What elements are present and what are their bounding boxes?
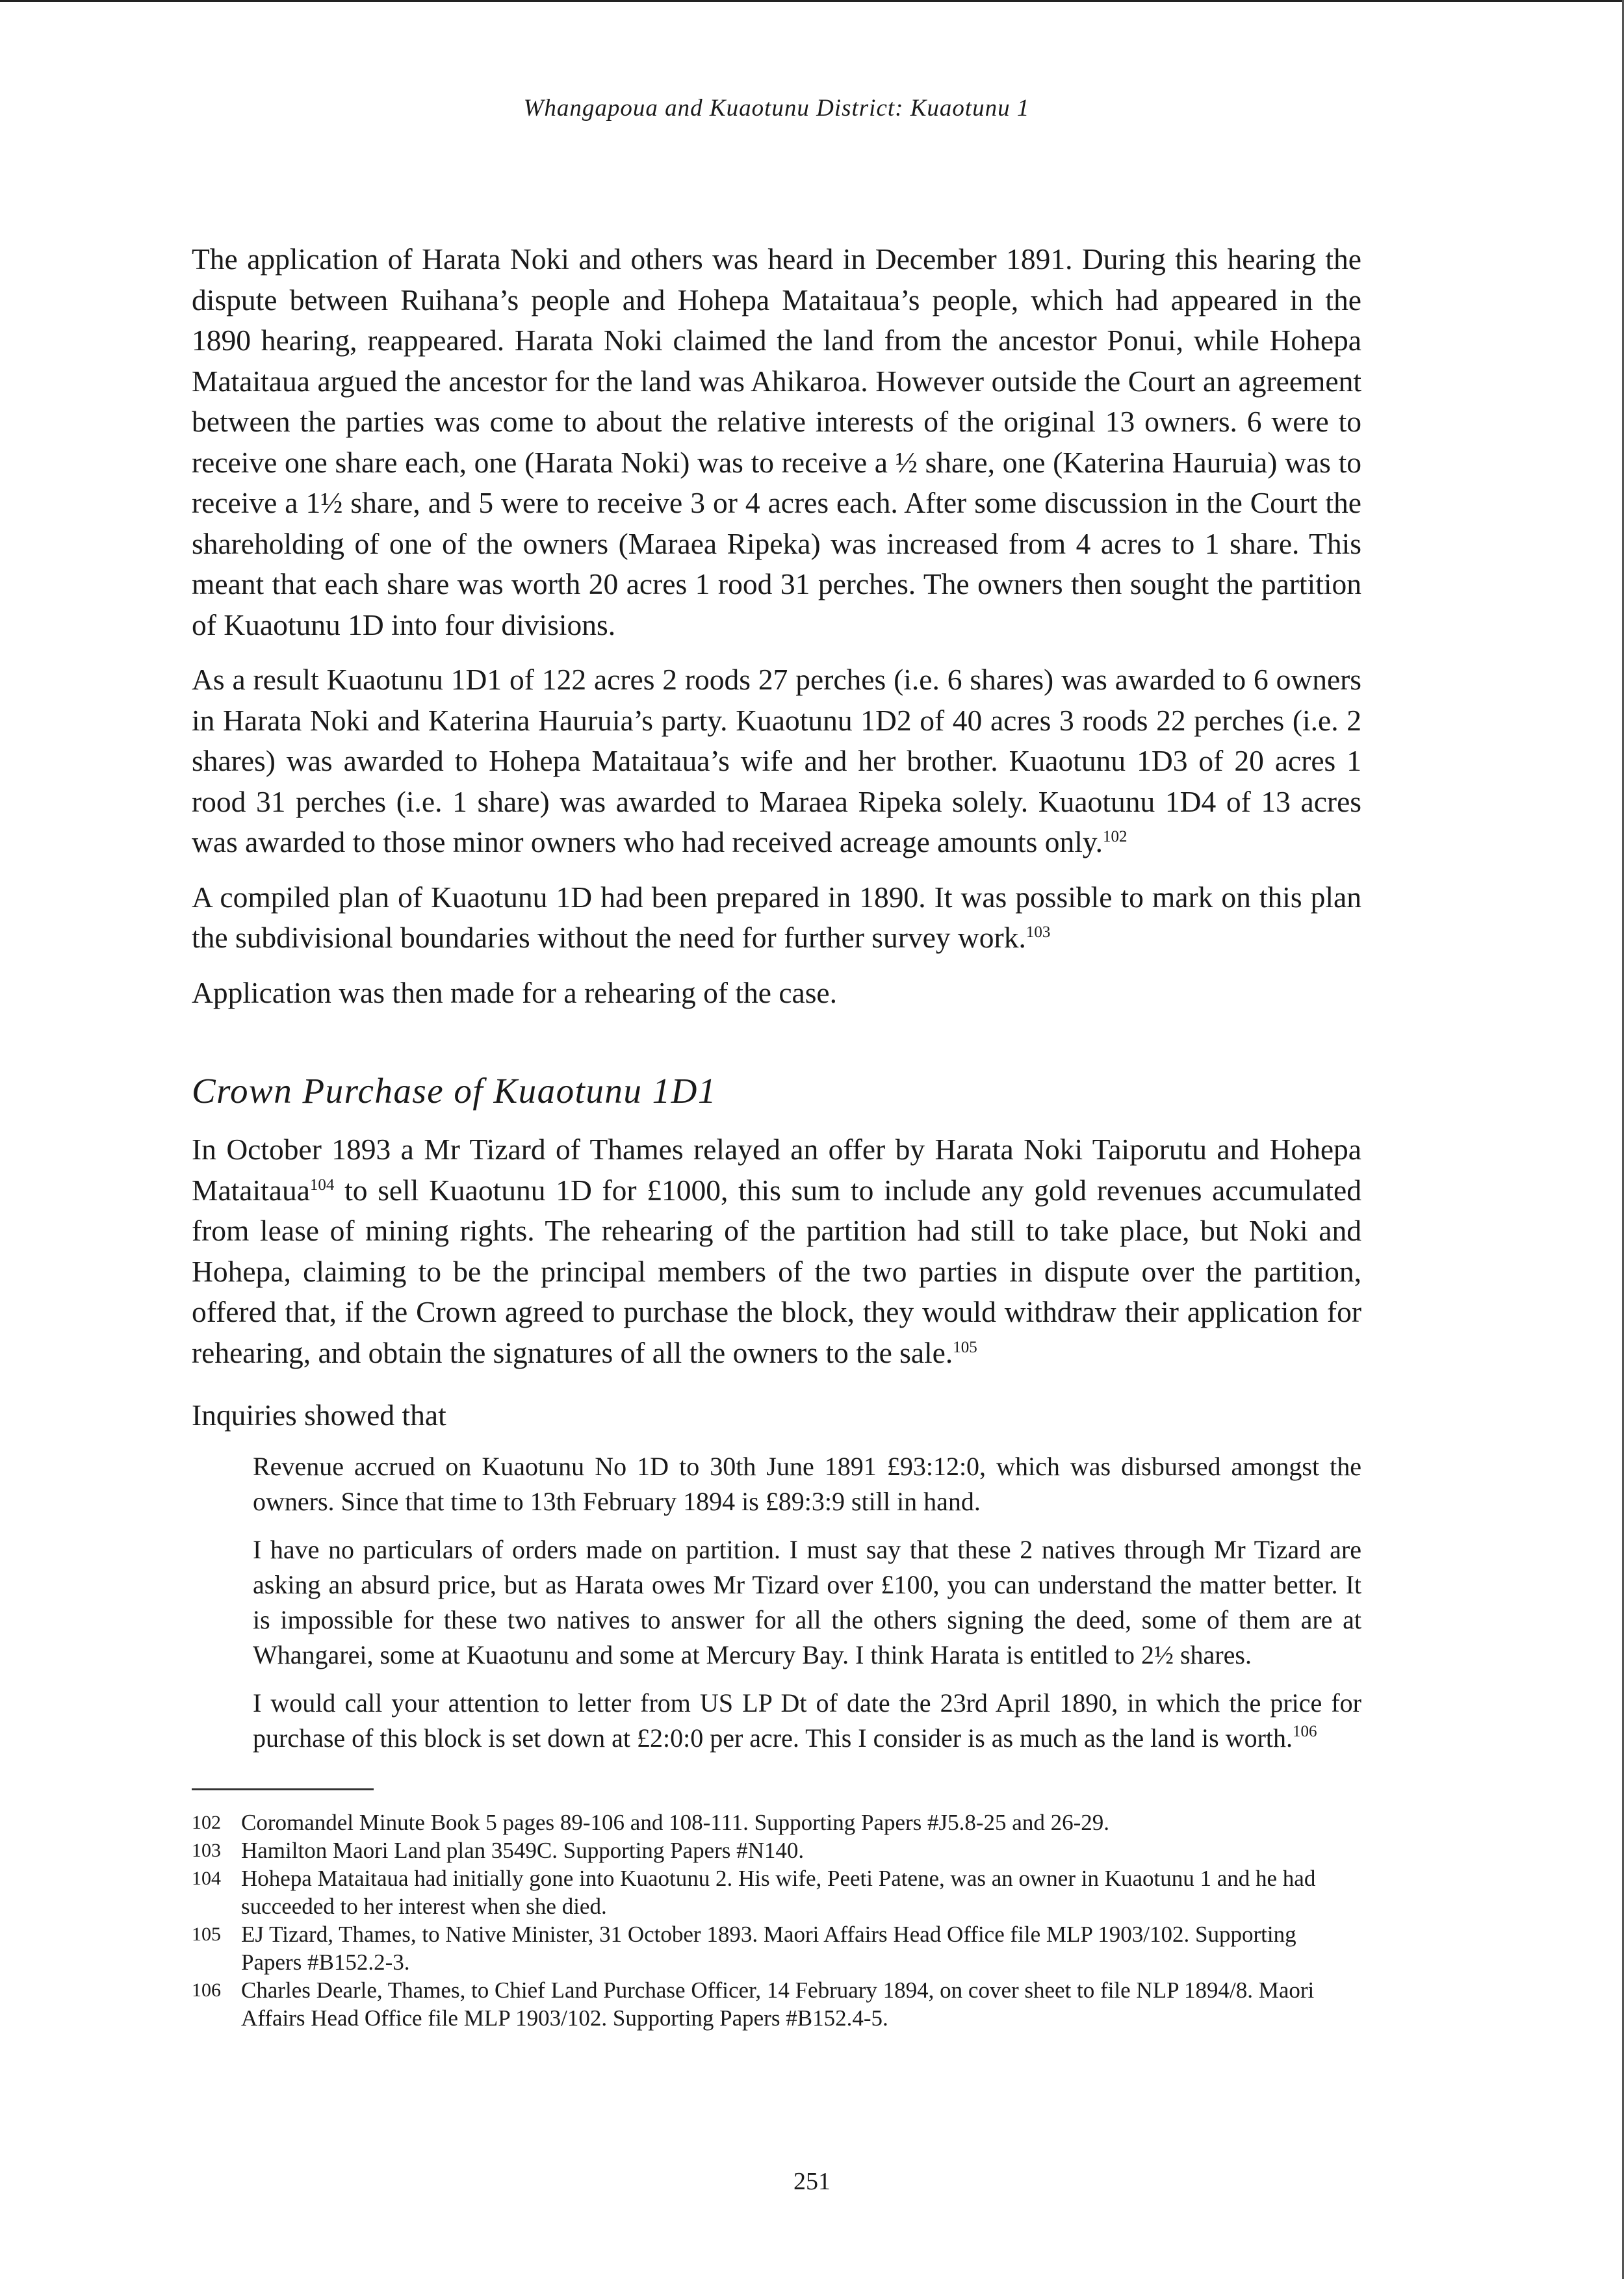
footnote-ref[interactable]: 102	[1103, 828, 1128, 845]
footnote-number: 104	[192, 1867, 221, 1889]
body-text	[192, 239, 1361, 1756]
footnote-ref[interactable]: 104	[309, 1176, 335, 1194]
paragraph-text: to sell Kuaotunu 1D for £1000, this sum to include any gold revenues accumulated from lease of mining rights. The rehearing of the partition had still to take place, but Noki and Hohepa, claiming to be the principal members of the two parties in dispute over the partition, offered that, if the Crown agreed to purchase the block, they would withdraw their application for rehearing, and obtain the signatures of all the owners to the sale.	[192, 1173, 1361, 1369]
footnote-number: 106	[192, 1979, 221, 2001]
paragraph-partition-hearing: The application of Harata Noki and others was heard in December 1891. During this hearing the dispute between Ruihana’s people and Hohepa Mataitaua’s people, which had appeared in the 1890 hearing, reappeared. Harata Noki claimed the land from the ancestor Ponui, while Hohepa Mataitaua argued the ancestor for the land was Ahikaroa. However outside the Court an agreement between the parties was come to about the relative interests of the original 13 owners. 6 were to receive one share each, one (Harata Noki) was to receive a ½ share, one (Katerina Hauruia) was to receive a 1½ share, and 5 were to receive 3 or 4 acres each. After some discussion in the Court the shareholding of one of the owners (Maraea Ripeka) was increased from 4 acres to 1 share. This meant that each share was worth 20 acres 1 rood 31 perches. The owners then sought the partition of Kuaotunu 1D into four divisions.	[192, 242, 1361, 641]
footnote-number: 103	[192, 1839, 221, 1861]
paragraph-tizard-offer	[192, 1129, 1361, 1373]
footnote-ref[interactable]: 103	[1025, 923, 1051, 941]
footnote	[192, 1836, 1361, 1864]
paragraph-rehearing: Application was then made for a rehearing of the case.	[192, 975, 838, 1009]
footnote	[192, 1864, 1361, 1920]
footnote-text: Coromandel Minute Book 5 pages 89-106 and 108-111. Supporting Papers #J5.8-25 and 26-29.	[241, 1809, 1109, 1835]
footnote-text: Hohepa Mataitaua had initially gone into Kuaotunu 2. His wife, Peeti Patene, was an owner in Kuaotunu 1 and he had succeeded to her interest when she died.	[241, 1865, 1316, 1919]
footnote-number: 102	[192, 1811, 221, 1833]
footnote	[192, 1976, 1361, 2032]
footnote-ref[interactable]: 105	[953, 1338, 977, 1356]
footnote-text: EJ Tizard, Thames, to Native Minister, 31 October 1893. Maori Affairs Head Office file MLP 1903/102. Supporting Papers #B152.2-3.	[241, 1921, 1296, 1975]
footnote	[192, 1920, 1361, 1976]
paragraph-text: A compiled plan of Kuaotunu 1D had been prepared in 1890. It was possible to mark on this plan the subdivisional boundaries without the need for further survey work.	[192, 880, 1361, 954]
running-head: Whangapoua and Kuaotunu District: Kuaotunu 1	[523, 95, 1030, 122]
scan-edge-top	[0, 0, 1624, 2]
footnote	[192, 1809, 1361, 1836]
quote-text: I would call your attention to letter from US LP Dt of date the 23rd April 1890, in which the price for purchase of this block is set down at £2:0:0 per acre. This I consider is as much as the land is worth.	[253, 1688, 1361, 1753]
page-number: 251	[793, 2168, 831, 2195]
page-content	[192, 91, 1361, 2032]
section-heading: Crown Purchase of Kuaotunu 1D1	[192, 1071, 717, 1111]
footnote-text: Hamilton Maori Land plan 3549C. Supporting Papers #N140.	[241, 1837, 805, 1863]
quote-paragraph	[253, 1686, 1361, 1756]
footnote-text: Charles Dearle, Thames, to Chief Land Purchase Officer, 14 February 1894, on cover sheet to file NLP 1894/8. Maori Affairs Head Office file MLP 1903/102. Supporting Papers #B152.4-5.	[241, 1977, 1315, 2031]
paragraph-compiled-plan	[192, 877, 1361, 959]
quote-paragraph: Revenue accrued on Kuaotunu No 1D to 30th June 1891 £93:12:0, which was disbursed amongst the owners. Since that time to 13th February 1894 is £89:3:9 still in hand.	[253, 1451, 1361, 1516]
paragraph-text: In October 1893 a Mr Tizard of Thames relayed an offer by Harata Noki Taiporutu and Hohepa Mataitaua	[192, 1133, 1361, 1207]
paragraph-text: As a result Kuaotunu 1D1 of 122 acres 2 roods 27 perches (i.e. 6 shares) was awarded to 6 owners in Harata Noki and Katerina Hauruia’s party. Kuaotunu 1D2 of 40 acres 3 roods 22 perches (i.e. 2 shares) was awarded to Hohepa Mataitaua’s wife and her brother. Kuaotunu 1D3 of 20 acres 1 rood 31 perches (i.e. 1 share) was awarded to Maraea Ripeka solely. Kuaotunu 1D4 of 13 acres was awarded to those minor owners who had received acreage amounts only.	[192, 663, 1361, 858]
footnote-divider	[192, 1788, 374, 1790]
quote-paragraph: I have no particulars of orders made on partition. I must say that these 2 natives through Mr Tizard are asking an absurd price, but as Harata owes Mr Tizard over £100, you can understand the matter better. It is impossible for these two natives to answer for all the others signing the deed, some of them are at Whangarei, some at Kuaotunu and some at Mercury Bay. I think Harata is entitled to 2½ shares.	[253, 1534, 1361, 1669]
block-quote	[253, 1449, 1361, 1756]
paragraph-inquiries: Inquiries showed that	[192, 1398, 446, 1432]
footnote-number: 105	[192, 1923, 221, 1945]
paragraph-partition-result	[192, 660, 1361, 863]
footnotes	[192, 1809, 1361, 2032]
footnote-ref[interactable]: 106	[1293, 1722, 1317, 1740]
